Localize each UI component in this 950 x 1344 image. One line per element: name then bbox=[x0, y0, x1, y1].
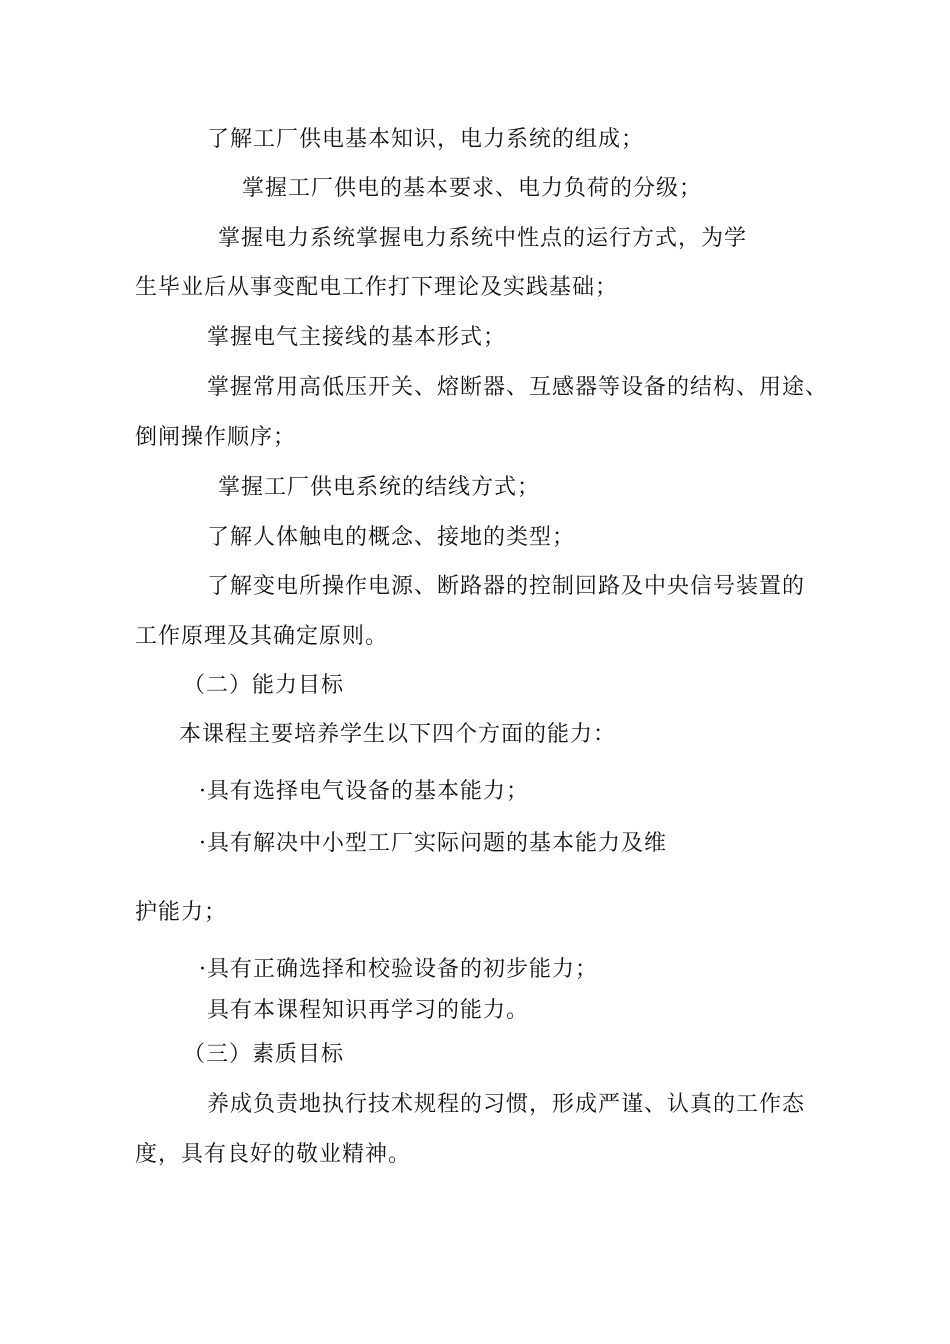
text-line: 了解变电所操作电源、断路器的控制回路及中央信号装置的 bbox=[207, 574, 806, 599]
bullet-item: ·具有解决中小型工厂实际问题的基本能力及维 bbox=[199, 831, 667, 856]
text-line: 工作原理及其确定原则。 bbox=[135, 624, 389, 649]
text-line: 掌握电力系统掌握电力系统中性点的运行方式，为学 bbox=[218, 226, 748, 251]
section-heading: （二）能力目标 bbox=[183, 673, 345, 698]
text-line: 本课程主要培养学生以下四个方面的能力： bbox=[179, 722, 617, 747]
text-line: 掌握电气主接线的基本形式； bbox=[207, 325, 507, 350]
text-line: 倒闸操作顺序； bbox=[135, 425, 297, 450]
text-line: 了解人体触电的概念、接地的类型； bbox=[207, 525, 576, 550]
text-line: 了解工厂供电基本知识，电力系统的组成； bbox=[207, 127, 645, 152]
text-line: 掌握常用高低压开关、熔断器、互感器等设备的结构、用途、 bbox=[207, 375, 829, 400]
bullet-item: ·具有选择电气设备的基本能力； bbox=[199, 779, 529, 804]
bullet-item: ·具有正确选择和校验设备的初步能力； bbox=[199, 957, 598, 982]
text-line: 掌握工厂供电的基本要求、电力负荷的分级； bbox=[242, 176, 703, 201]
section-heading: （三）素质目标 bbox=[183, 1042, 345, 1067]
text-line: 具有本课程知识再学习的能力。 bbox=[207, 998, 530, 1023]
text-line: 度，具有良好的敬业精神。 bbox=[135, 1142, 412, 1167]
text-line: 掌握工厂供电系统的结线方式； bbox=[218, 475, 541, 500]
text-line: 护能力； bbox=[135, 900, 228, 925]
text-line: 养成负责地执行技术规程的习惯，形成严谨、认真的工作态 bbox=[207, 1092, 806, 1117]
text-line: 生毕业后从事变配电工作打下理论及实践基础； bbox=[135, 275, 619, 300]
